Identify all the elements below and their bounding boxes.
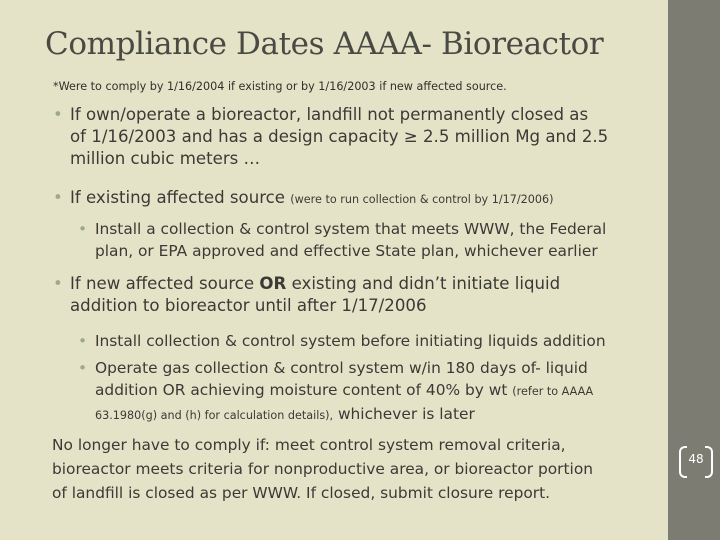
sub-bullet-marker: • [78, 220, 88, 238]
slide-title: Compliance Dates AAAA- Bioreactor [45, 26, 604, 62]
bullet-3-post: existing and didn’t initiate liquid [286, 274, 561, 293]
sub-bullet-3-ref-cont: 63.1980(g) and (h) for calculation details), [95, 409, 334, 422]
bullet-2-note: (were to run collection & control by 1/17/2006) [290, 193, 554, 206]
bullet-1-line: If own/operate a bioreactor, landfill not permanently closed as [70, 105, 589, 124]
bullet-marker: • [53, 274, 63, 293]
sub-bullet-marker: • [78, 332, 88, 350]
closing-line: of landfill is closed as per WWW. If closed, submit closure report. [52, 484, 551, 502]
sub-bullet-2-text: Install collection & control system before initiating liquids addition [95, 332, 606, 350]
sub-bullet-1-text [95, 218, 606, 262]
bullet-3-bold: OR [259, 274, 287, 293]
sub-bullet-3-line-3 [95, 403, 593, 427]
sub-bullet-3-line-2 [95, 379, 593, 403]
closing-line: No longer have to comply if: meet control system removal criteria, [52, 436, 566, 454]
bullet-3-pre: If new affected source [70, 274, 260, 293]
bullet-1-line: million cubic meters … [70, 149, 261, 168]
sub-bullet-3-end: whichever is later [333, 405, 475, 423]
bullet-3-line-2: addition to bioreactor until after 1/17/2006 [70, 296, 427, 315]
bullet-marker: • [53, 105, 63, 124]
bullet-2-main: If existing affected source [70, 188, 291, 207]
bullet-3-text [70, 273, 560, 317]
closing-paragraph [52, 433, 593, 505]
page-number: 48 [688, 452, 704, 466]
sub-bullet-1-line: plan, or EPA approved and effective State plan, whichever earlier [95, 242, 598, 260]
bullet-3-line-1 [70, 273, 560, 295]
sub-bullet-marker: • [78, 359, 88, 377]
footnote: *Were to comply by 1/16/2004 if existing or by 1/16/2003 if new affected source. [53, 80, 507, 93]
sub-bullet-3-text [95, 357, 593, 427]
bullet-marker: • [53, 188, 63, 207]
sub-bullet-3-line-1: Operate gas collection & control system w/in 180 days of- liquid [95, 359, 588, 377]
page-number-badge [679, 446, 713, 476]
sub-bullet-1-line: Install a collection & control system that meets WWW, the Federal [95, 220, 607, 238]
sub-bullet-3-ref: (refer to AAAA [512, 385, 594, 398]
sub-bullet-3-main: addition OR achieving moisture content of 40% by wt [95, 381, 513, 399]
bullet-2-text [70, 187, 553, 211]
closing-line: bioreactor meets criteria for nonproductive area, or bioreactor portion [52, 460, 593, 478]
bullet-1-text [70, 104, 608, 170]
bullet-1-line: of 1/16/2003 and has a design capacity ≥ 2.5 million Mg and 2.5 [70, 127, 609, 146]
